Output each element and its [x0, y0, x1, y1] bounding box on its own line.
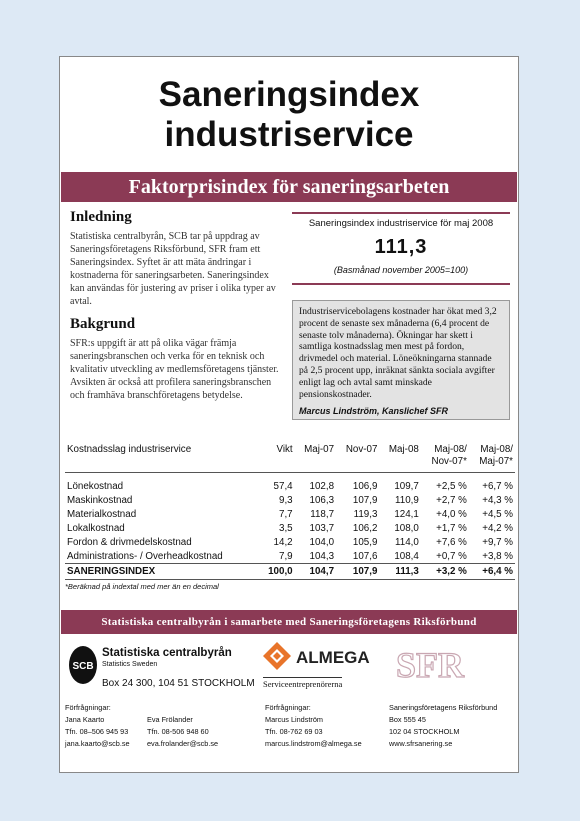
scb-contacts-label — [65, 702, 130, 750]
scb-contact-label: Förfrågningar: — [65, 703, 111, 712]
highlight-note: (Basmånad november 2005=100) — [333, 265, 469, 275]
table-row — [65, 493, 515, 507]
table-header-cell: Maj-08 — [379, 441, 420, 473]
table-total-cell: 111,3 — [379, 564, 420, 580]
table-total-row — [65, 564, 515, 580]
table-cell: 108,0 — [394, 522, 419, 534]
table-total-cell: SANERINGSINDEX — [65, 564, 260, 580]
table-cell: Lönekostnad — [67, 480, 124, 492]
comment-signature: Marcus Lindström, Kanslichef SFR — [299, 406, 449, 417]
table-cell: 124,1 — [394, 508, 419, 520]
table-cell: 106,3 — [309, 494, 335, 506]
comment-box — [292, 300, 510, 420]
table-cell: +6,7 % — [482, 480, 513, 492]
table-cell: 110,9 — [395, 494, 419, 506]
almega-name: ALMEGA — [296, 648, 370, 667]
table-cell: 107,9 — [352, 494, 378, 506]
scb-contact-1-name: Jana Kaarto — [65, 715, 105, 724]
table-cell: 57,4 — [273, 480, 293, 492]
table-cell: 109,7 — [394, 480, 419, 492]
table-cell: Lokalkostnad — [67, 522, 125, 534]
table-header-row — [65, 441, 515, 473]
table-body — [65, 473, 515, 580]
title-line-2: industriservice — [164, 115, 414, 154]
table-row — [65, 521, 515, 535]
table-cell: +4,5 % — [482, 508, 513, 520]
table-cell: 119,3 — [353, 508, 378, 520]
scb-contact-2-email[interactable]: eva.frolander@scb.se — [147, 739, 219, 748]
almega-contact-name: Marcus Lindström — [265, 715, 323, 724]
almega-contact-phone: Tfn. 08-762 69 03 — [265, 727, 323, 736]
almega-contact-email[interactable]: marcus.lindstrom@almega.se — [265, 739, 362, 748]
table-cell: 14,2 — [273, 536, 293, 548]
table-footnote: *Beräknad på indextal med mer än en decimal — [65, 582, 219, 591]
table-cell: +3,8 % — [482, 550, 513, 562]
table-cell: 114,0 — [395, 536, 419, 548]
scb-logo-mark: SCB — [72, 661, 94, 672]
table-cell: +2,7 % — [436, 494, 467, 506]
table-cell: Administrations- / Overheadkostnad — [67, 550, 223, 562]
table-cell: +4,3 % — [482, 494, 513, 506]
table-cell: 7,7 — [279, 508, 293, 520]
table-header-cell: Maj-08/ Maj-07* — [469, 441, 515, 473]
table-cell: +1,7 % — [436, 522, 467, 534]
scb-logo-icon — [68, 645, 98, 685]
table-cell: 106,9 — [352, 480, 378, 492]
sfr-contacts — [389, 702, 497, 750]
scb-contact-1-email[interactable]: jana.kaarto@scb.se — [65, 739, 130, 748]
sfr-logo-icon — [388, 643, 472, 685]
highlight-caption: Saneringsindex industriservice för maj 2008 — [308, 218, 494, 229]
table-cell: +0,7 % — [436, 550, 467, 562]
table-row — [65, 549, 515, 564]
section-band: Faktorprisindex för saneringsarbeten — [61, 172, 517, 202]
scb-contact-2-phone: Tfn. 08-506 948 60 — [147, 727, 209, 736]
table-cell: 103,7 — [309, 522, 335, 534]
table-cell: Fordon & drivmedelskostnad — [67, 536, 192, 548]
table-header-cell: Vikt — [260, 441, 295, 473]
intro-heading: Inledning — [70, 209, 132, 225]
table-cell: 105,9 — [352, 536, 378, 548]
table-header-cell: Nov-07 — [336, 441, 379, 473]
background-heading: Bakgrund — [70, 316, 136, 332]
table-cell: Maskinkostnad — [67, 494, 133, 506]
sfr-logo-text: SFR — [395, 645, 465, 685]
comment-text: Industriservicebolagens kostnader har ökat med 3,2 procent de senaste sex månaderna (6,4 procent de senaste tolv månaderna). Ökningar har skett i samtliga kostnadsslag men mest på fordon, drivmedel och material. Löneökningarna stannade på 2,5 procent upp, inräknat sänkta sociala avgifter enligt lag och avtal samt minskade pensionskostnader. — [299, 306, 497, 400]
title-line-1: Saneringsindex — [158, 75, 420, 114]
table-row — [65, 535, 515, 549]
logo-row — [60, 635, 518, 697]
table-cell: +4,2 % — [482, 522, 513, 534]
table-total-cell: 100,0 — [260, 564, 295, 580]
document-page — [59, 56, 519, 773]
almega-subtitle: Serviceentreprenörerna — [263, 679, 343, 689]
table-cell: Materialkostnad — [67, 508, 137, 520]
table-cell: 118,7 — [310, 508, 335, 520]
sfr-org-name: Saneringsföretagens Riksförbund — [389, 703, 498, 712]
scb-subtitle: Statistics Sweden — [102, 661, 158, 668]
almega-contacts — [265, 702, 362, 750]
index-table — [65, 441, 515, 580]
table-cell: 7,9 — [279, 550, 293, 562]
table-cell: +2,5 % — [436, 480, 467, 492]
highlight-value: 111,3 — [374, 236, 428, 258]
partner-band: Statistiska centralbyrån i samarbete med Saneringsföretagens Riksförbund — [61, 610, 517, 634]
table-row — [65, 507, 515, 521]
document-title — [60, 75, 518, 155]
table-cell: 9,3 — [279, 494, 293, 506]
scb-contact-2-name: Eva Frölander — [147, 715, 193, 724]
sfr-postal: 102 04 STOCKHOLM — [389, 727, 460, 736]
scb-name: Statistiska centralbyrån — [102, 647, 232, 659]
table-total-cell: +6,4 % — [469, 564, 515, 580]
background-text: SFR:s uppgift är att på olika vägar främja saneringsbranschen och verka för en teknisk och kvalitativ utveckling av medlemsföretagens tjänster. Avsikten är också att profilera saneringsbranschen och framhäva branschföretagens betydelse. — [70, 338, 279, 401]
table-total-cell: +3,2 % — [421, 564, 469, 580]
table-row — [65, 479, 515, 493]
table-total-cell: 107,9 — [336, 564, 379, 580]
almega-logo-icon — [262, 641, 292, 671]
table-cell: 104,3 — [309, 550, 335, 562]
table-cell: +9,7 % — [482, 536, 513, 548]
table-cell: 3,5 — [279, 522, 293, 534]
table-header-cell: Kostnadsslag industriservice — [65, 441, 260, 473]
table-cell: +4,0 % — [436, 508, 467, 520]
table-cell: 107,6 — [352, 550, 378, 562]
table-cell: 108,4 — [394, 550, 419, 562]
almega-contact-label: Förfrågningar: — [265, 703, 311, 712]
intro-text: Statistiska centralbyrån, SCB tar på uppdrag av Saneringsföretagens Riksförbund, SFR fram ett Saneringsindex. Syftet är att mäta ändringar i kostnaderna för saneringsarbeten. Saneringsindex kan användas för justering av priser i olika typer av avtal. — [70, 231, 276, 307]
sfr-box: Box 555 45 — [389, 715, 426, 724]
index-highlight-box — [292, 212, 510, 285]
scb-contact-1-phone: Tfn. 08–506 945 93 — [65, 727, 129, 736]
table-header-cell: Maj-07 — [295, 441, 336, 473]
scb-contacts-second — [147, 702, 218, 750]
sfr-website[interactable]: www.sfrsanering.se — [389, 739, 453, 748]
table-cell: +7,6 % — [436, 536, 467, 548]
table-cell: 104,0 — [309, 536, 335, 548]
table-cell: 102,8 — [309, 480, 335, 492]
table-cell: 106,2 — [352, 522, 378, 534]
left-column — [70, 207, 280, 410]
table-total-cell: 104,7 — [295, 564, 336, 580]
scb-address: Box 24 300, 104 51 STOCKHOLM — [102, 678, 255, 689]
table-header-cell: Maj-08/ Nov-07* — [421, 441, 469, 473]
